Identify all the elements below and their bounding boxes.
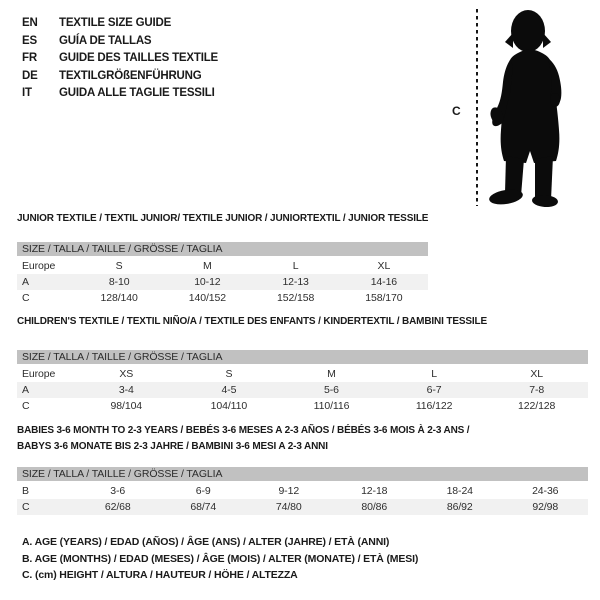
size-cell: M	[203, 260, 212, 272]
language-row-es	[22, 33, 218, 51]
months-cell: 9-12	[278, 485, 300, 497]
language-label: GUIDE DES TAILLES TEXTILE	[59, 52, 218, 64]
row-label: A	[22, 384, 29, 396]
language-label: TEXTILGRÖßENFÜHRUNG	[59, 69, 202, 82]
junior-table-title: JUNIOR TEXTILE / TEXTIL JUNIOR/ TEXTILE JUNIOR / JUNIORTEXTIL / JUNIOR TESSILE	[17, 213, 429, 224]
size-cell: L	[292, 260, 299, 272]
height-cell: 86/92	[446, 501, 473, 513]
age-cell: 8-10	[108, 276, 130, 288]
height-cell: 140/152	[188, 292, 226, 304]
height-cell: 98/104	[110, 400, 143, 412]
months-cell: 6-9	[195, 485, 211, 497]
age-cell: 4-5	[221, 384, 237, 396]
children-table-section	[17, 315, 588, 414]
height-cell: 152/158	[276, 292, 315, 304]
language-row-de	[22, 68, 218, 86]
babies-title-line1: BABIES 3-6 MONTH TO 2-3 YEARS / BEBÉS 3-6 MESES A 2-3 AÑOS / BÉBÉS 3-6 MOIS À 2-3 ANS /	[17, 425, 470, 436]
row-label: B	[22, 485, 29, 497]
size-header-band: SIZE / TALLA / TAILLE / GRÖSSE / TAGLIA	[17, 467, 588, 481]
size-cell: XS	[119, 368, 134, 380]
row-label: C	[22, 400, 30, 412]
age-cell: 7-8	[529, 384, 545, 396]
row-label: C	[22, 292, 30, 304]
table-row-europe	[17, 258, 428, 274]
size-cell: L	[431, 368, 437, 380]
height-cell: 68/74	[190, 501, 217, 513]
junior-size-table	[17, 242, 428, 306]
height-dashed-line	[476, 9, 478, 206]
months-cell: 12-18	[361, 485, 388, 497]
age-cell: 6-7	[426, 384, 442, 396]
height-cell: 116/122	[415, 400, 453, 412]
height-cell: 92/98	[532, 501, 559, 513]
row-label: Europe	[22, 260, 56, 272]
baby-silhouette-icon	[480, 0, 600, 215]
size-header-band: SIZE / TALLA / TAILLE / GRÖSSE / TAGLIA	[17, 242, 428, 256]
language-row-en	[22, 15, 218, 33]
height-cell: 62/68	[104, 501, 131, 513]
months-cell: 18-24	[446, 485, 473, 497]
language-code: IT	[22, 87, 32, 99]
table-row-europe	[17, 366, 588, 382]
language-label: GUÍA DE TALLAS	[59, 34, 152, 47]
age-cell: 14-16	[370, 276, 398, 288]
table-row-height	[17, 398, 588, 414]
language-label: GUIDA ALLE TAGLIE TESSILI	[59, 87, 215, 99]
children-size-table	[17, 350, 588, 414]
height-cell: 104/110	[210, 400, 248, 412]
size-cell: S	[225, 368, 233, 380]
table-row-height	[17, 499, 588, 515]
language-code: ES	[22, 34, 37, 47]
children-table-title: CHILDREN'S TEXTILE / TEXTIL NIÑO/A / TEXTILE DES ENFANTS / KINDERTEXTIL / BAMBINI TESSILE	[17, 316, 487, 327]
size-cell: S	[115, 260, 123, 272]
table-row-months	[17, 483, 588, 499]
size-cell: XL	[377, 260, 391, 272]
junior-table-section	[17, 212, 428, 306]
age-cell: 3-4	[118, 384, 134, 396]
height-cell: 158/170	[365, 292, 403, 304]
language-row-fr	[22, 50, 218, 68]
age-cell: 10-12	[194, 276, 221, 288]
language-code: DE	[22, 69, 38, 82]
height-measure-label: C	[452, 104, 461, 118]
language-code: EN	[22, 17, 38, 29]
age-cell: 12-13	[282, 276, 309, 288]
row-label: A	[22, 276, 29, 288]
note-age-years: A. AGE (YEARS) / EDAD (AÑOS) / ÂGE (ANS) / ALTER (JAHRE) / ETÀ (ANNI)	[22, 536, 390, 548]
height-cell: 80/86	[361, 501, 388, 513]
height-cell: 74/80	[275, 501, 302, 513]
babies-title-line2: BABYS 3-6 MONATE BIS 2-3 JAHRE / BAMBINI 3-6 MESI A 2-3 ANNI	[17, 441, 328, 452]
row-label: C	[22, 501, 30, 513]
row-label: Europe	[22, 368, 56, 380]
table-row-age	[17, 382, 588, 398]
babies-table-title	[17, 423, 588, 455]
height-cell: 122/128	[518, 400, 556, 412]
language-code: FR	[22, 52, 37, 64]
table-row-height	[17, 290, 428, 306]
babies-table-section	[17, 423, 588, 515]
months-cell: 24-36	[532, 485, 559, 497]
size-cell: XL	[530, 368, 543, 380]
note-height-cm: C. (cm) HEIGHT / ALTURA / HAUTEUR / HÖHE / ALTEZZA	[22, 569, 298, 581]
babies-size-table	[17, 467, 588, 515]
note-age-months: B. AGE (MONTHS) / EDAD (MESES) / ÂGE (MOIS) / ALTER (MONATE) / ETÀ (MESI)	[22, 552, 419, 565]
language-label: TEXTILE SIZE GUIDE	[59, 17, 172, 29]
legend-notes	[22, 534, 418, 584]
height-cell: 128/140	[100, 292, 138, 304]
language-header	[22, 15, 218, 103]
language-row-it	[22, 85, 218, 103]
size-cell: M	[327, 368, 336, 380]
months-cell: 3-6	[110, 485, 126, 497]
age-cell: 5-6	[324, 384, 339, 396]
size-header-band: SIZE / TALLA / TAILLE / GRÖSSE / TAGLIA	[17, 350, 588, 364]
table-row-age	[17, 274, 428, 290]
height-cell: 110/116	[313, 400, 350, 412]
